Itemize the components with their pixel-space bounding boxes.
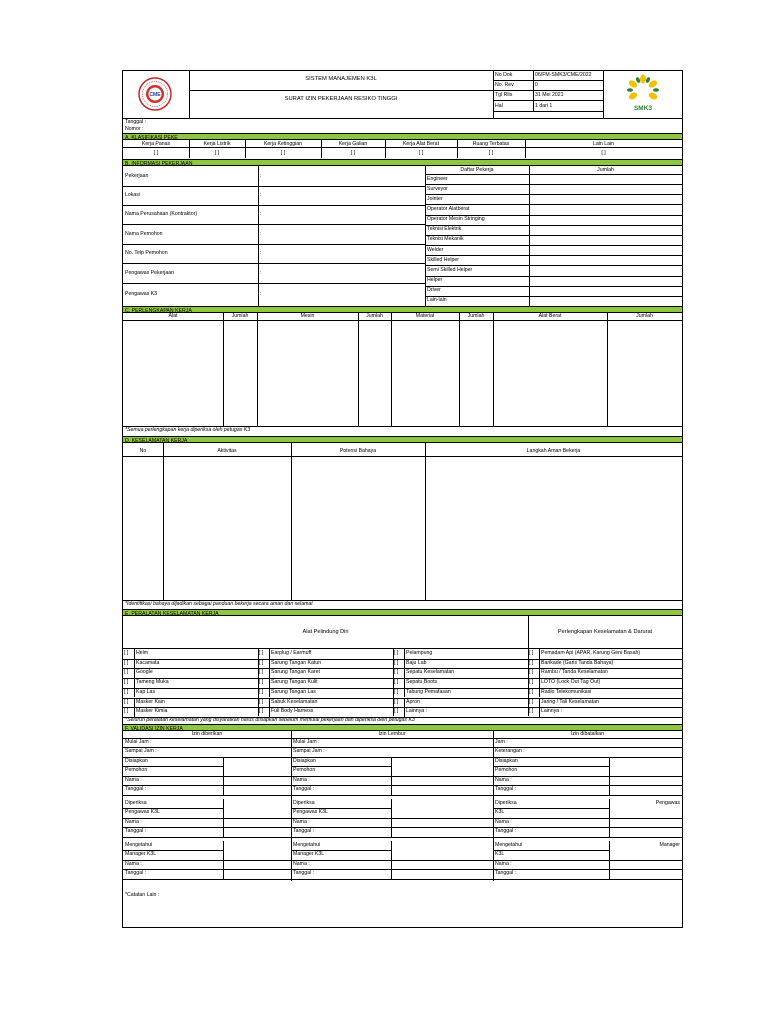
validasi-nama: Nama : (495, 819, 512, 825)
peralatan-checkbox[interactable]: [ ] (124, 698, 129, 705)
validasi-role-label: K3L (495, 809, 505, 815)
worker-type-label: Semi Skilled Helper (427, 266, 473, 273)
worker-type-label: Surveyor (427, 185, 448, 192)
klasifikasi-checkbox[interactable]: [ ] (488, 150, 494, 156)
peralatan-checkbox[interactable]: [ ] (529, 669, 534, 676)
validasi-role-label: Pengawas K3L (293, 809, 328, 815)
peralatan-checkbox[interactable]: [ ] (259, 650, 264, 656)
peralatan-item-label: Masker Kimia (136, 708, 168, 715)
peralatan-item-label: Rambu / Tanda Keselamatan (541, 669, 608, 676)
perlengkapan-column-header: Jumlah (366, 313, 383, 319)
klasifikasi-label: Ruang Terbatas (472, 141, 510, 147)
validasi-tanggal: Tanggal : (125, 786, 147, 792)
validasi-tanggal: Tanggal : (293, 870, 315, 876)
informasi-field-input[interactable] (265, 206, 423, 223)
peralatan-checkbox[interactable]: [ ] (394, 679, 399, 686)
informasi-field-label: Nama Pemohon (125, 230, 163, 237)
informasi-field-colon: : (260, 250, 262, 256)
validasi-column-header: Izin dibatalkan (570, 731, 605, 737)
darurat-title: Perlengkapan Keselamatan & Darurat (557, 629, 653, 635)
validasi-role-label: Diperiksa (495, 800, 517, 806)
informasi-field-input[interactable] (265, 284, 423, 305)
perlengkapan-column-header: Jumlah (467, 313, 485, 319)
doc-info-label: Hal (495, 103, 503, 109)
validasi-tanggal: Tanggal : (495, 786, 517, 792)
informasi-field-colon: : (260, 230, 262, 237)
informasi-field-colon: : (260, 291, 262, 297)
klasifikasi-checkbox[interactable]: [ ] (153, 150, 159, 156)
validasi-role-label: Disiapkan (293, 758, 316, 764)
validasi-role-label: Disiapkan (495, 758, 518, 764)
informasi-field-label: Lokasi (125, 192, 140, 198)
perlengkapan-column-header: Mesin (300, 313, 315, 319)
peralatan-item-label: Sepatu Boots (406, 679, 438, 686)
doc-info-value: 1 dari 1 (535, 103, 553, 109)
validasi-role-label: Mengetahui (125, 842, 153, 848)
peralatan-checkbox[interactable]: [ ] (529, 679, 534, 686)
peralatan-item-label: Helm (136, 650, 149, 656)
validasi-role-label: Diperiksa (125, 800, 147, 806)
validasi-role-right: Pengawas (655, 800, 680, 806)
peralatan-checkbox[interactable]: [ ] (259, 698, 264, 705)
peralatan-item-label: Lainnya : (406, 708, 428, 715)
peralatan-checkbox[interactable]: [ ] (259, 659, 264, 666)
validasi-tanggal: Tanggal : (293, 828, 315, 834)
validasi-keterangan: Keterangan : (495, 748, 525, 754)
peralatan-item-label: Apron (406, 698, 420, 705)
validasi-role-label: Diperiksa (293, 800, 315, 806)
validasi-nama: Nama : (293, 819, 310, 825)
worker-type-label: Lain-lain (427, 297, 447, 304)
klasifikasi-label: Kerja Ketinggian (263, 141, 303, 147)
informasi-field-label: Pengawas Pekerjaan (125, 269, 175, 276)
worker-type-label: Teknisi Mekanik (427, 236, 464, 243)
informasi-field-colon: : (260, 192, 262, 198)
keselamatan-column-header: Langkah Aman Bekerja (526, 448, 581, 454)
klasifikasi-checkbox[interactable]: [ ] (350, 150, 356, 156)
validasi-tanggal: Tanggal : (495, 828, 517, 834)
validasi-role-label: Mengetahui (293, 842, 321, 848)
informasi-field-label: Pekerjaan (125, 172, 149, 179)
peralatan-item-label: Sarung Tangan Katun (271, 659, 322, 666)
keselamatan-note: *Identifikasi bahaya dijadikan sebagai panduan bekerja secara aman dan selamat (125, 601, 313, 607)
worker-type-label: Helper (427, 277, 443, 283)
informasi-field-input[interactable] (265, 187, 423, 204)
validasi-nama: Nama : (495, 777, 512, 783)
daftar-pekerja-header: Daftar Pekerja (460, 167, 494, 173)
validasi-tanggal: Tanggal : (293, 786, 315, 792)
perlengkapan-column-header: Alat Berat (538, 313, 562, 319)
lain-lain-box[interactable]: [ ] (601, 150, 606, 156)
peralatan-checkbox[interactable]: [ ] (529, 698, 534, 705)
peralatan-checkbox[interactable]: [ ] (394, 688, 399, 695)
peralatan-checkbox[interactable]: [ ] (259, 708, 264, 715)
peralatan-item-label: Baju Lab (406, 659, 427, 666)
klasifikasi-label: Kerja Galian (338, 141, 368, 147)
informasi-field-input[interactable] (265, 264, 423, 282)
worker-type-label: Skilled Helper (427, 256, 460, 263)
peralatan-checkbox[interactable]: [ ] (394, 669, 399, 676)
klasifikasi-label: Kerja Alat Berat (402, 141, 440, 147)
validasi-nama: Nama : (125, 861, 142, 867)
keselamatan-column-header: Aktivitas (217, 448, 237, 454)
peralatan-item-label: Sarung Tangan Las (271, 688, 316, 695)
doc-info-label: No Dok (495, 72, 513, 78)
informasi-field-input[interactable] (265, 245, 423, 262)
peralatan-item-label: Sarung Tangan Kulit (271, 679, 318, 686)
worker-type-label: Welder (427, 246, 444, 253)
validasi-role-label: Pemohon (125, 767, 148, 773)
peralatan-item-label: Sepatu Keselamatan (406, 669, 455, 676)
validasi-nama: Nama : (495, 861, 512, 867)
logo-left-text: CME (149, 92, 161, 98)
peralatan-item-label: Tameng Muka (136, 679, 169, 686)
peralatan-checkbox[interactable]: [ ] (259, 688, 264, 695)
peralatan-checkbox[interactable]: [ ] (124, 679, 129, 686)
validasi-column-header: Izin Lembur (378, 731, 406, 737)
validasi-nama: Nama : (125, 777, 142, 783)
validasi-nama: Nama : (293, 777, 310, 783)
jumlah-pekerja-header: Jumlah (597, 167, 614, 173)
validasi-tanggal: Tanggal : (125, 870, 147, 876)
informasi-field-label: Pengawas K3 (125, 291, 158, 297)
validasi-nama: Nama : (293, 861, 310, 867)
peralatan-item-label: Pelampung (406, 650, 433, 656)
peralatan-item-label: Masker Kain (136, 698, 165, 705)
peralatan-checkbox[interactable]: [ ] (124, 650, 129, 656)
validasi-role-label: Pemohon (293, 767, 316, 773)
validasi-role-label: Manager K3L (293, 851, 325, 857)
peralatan-item-label: Google (136, 669, 153, 676)
validasi-role-label: Pengawas K3L (125, 809, 160, 815)
doc-info-label: No. Rev (495, 82, 514, 88)
informasi-field-colon: : (260, 211, 262, 217)
worker-type-label: Teknisi Elektrik (427, 226, 462, 233)
informasi-field-label: Nama Perusahaan (Kontraktor) (125, 211, 198, 217)
validasi-tanggal: Tanggal : (495, 870, 517, 876)
peralatan-checkbox[interactable]: [ ] (529, 708, 534, 715)
keselamatan-column-header: Potensi Bahaya (339, 448, 377, 454)
section-b-header: B. INFORMASI PEKERJAAN (123, 159, 682, 166)
section-f-header: F. VALIDASI IZIN KERJA (123, 724, 682, 731)
nomor-label: Nomor : (125, 126, 144, 132)
validasi-role-label: Disiapkan (125, 758, 148, 764)
perlengkapan-note: *Semua perlengkapan kerja diperiksa oleh petugas K3 (125, 427, 251, 433)
informasi-field-colon: : (260, 172, 262, 179)
doc-info-value: 06/FM-SMK3/CME/2022 (535, 72, 592, 78)
informasi-field-label: No. Telp Pemohon (125, 250, 168, 256)
peralatan-item-label: Sarung Tangan Karet (271, 669, 320, 676)
validasi-role-label: Manager K3L (125, 851, 157, 857)
peralatan-checkbox[interactable]: [ ] (529, 659, 534, 666)
peralatan-item-label: Radio Telekomunikasi (541, 688, 592, 695)
peralatan-item-label: Barikade (Garis Tanda Bahaya) (541, 659, 614, 666)
section-e-header: E. PERALATAN KESELAMATAN KERJA (123, 609, 682, 616)
klasifikasi-checkbox[interactable]: [ ] (418, 150, 424, 156)
doc-info-label: Tgl Rlis (495, 92, 513, 98)
peralatan-item-label: Tabung Pemafasan (406, 688, 451, 695)
catatan-lain-label: *Catatan Lain : (125, 892, 160, 898)
peralatan-item-label: Jaring / Tali Keselamatan (541, 698, 599, 705)
peralatan-item-label: Sabuk Keselamatan (271, 698, 318, 705)
worker-type-label: Jointer (427, 195, 443, 202)
section-a-header: A. KLASIFIKASI PEKE (123, 133, 682, 140)
worker-type-label: Operator Alatberat (427, 205, 470, 212)
peralatan-checkbox[interactable]: [ ] (394, 698, 399, 705)
validasi-mulai-jam: Mulai Jam : (293, 739, 320, 745)
perlengkapan-column-header: Material (415, 313, 435, 319)
peralatan-item-label: Kap Las (136, 688, 156, 695)
klasifikasi-checkbox[interactable]: [ ] (214, 150, 220, 156)
worker-type-label: Operator Mesin Stringing (427, 216, 485, 223)
peralatan-item-label: Earplug / Earmuff (271, 650, 312, 656)
smk3-logo (623, 73, 663, 115)
klasifikasi-label: Kerja Listrik (203, 141, 231, 147)
logo-right-text: SMK3 (633, 105, 653, 112)
validasi-mulai-jam: Mulai Jam : (125, 739, 152, 745)
peralatan-note: *Seluruh peralatan keselamatan yang disyaratkan harus disiapkan sebelum memulai pekerjaan dan diperiksa oleh petugas K3 (125, 717, 415, 723)
peralatan-item-label: Pemadam Api (APAR, Karung Geni Basah) (541, 650, 641, 656)
worker-type-label: Driver (427, 287, 441, 294)
peralatan-checkbox[interactable]: [ ] (259, 679, 264, 686)
doc-info-value: 0 (535, 82, 538, 88)
peralatan-checkbox[interactable]: [ ] (259, 669, 264, 676)
klasifikasi-label: Kerja Panas (141, 141, 171, 147)
validasi-tanggal: Tanggal : (125, 828, 147, 834)
validasi-role-label: K3L (495, 851, 505, 857)
apd-title: Alat Pelindung Diri (302, 629, 349, 635)
worker-type-label: Engineer (427, 175, 448, 182)
klasifikasi-checkbox[interactable]: [ ] (280, 150, 286, 156)
peralatan-checkbox[interactable]: [ ] (529, 650, 534, 656)
perlengkapan-column-header: Jumlah (231, 313, 249, 319)
peralatan-checkbox[interactable]: [ ] (124, 669, 129, 676)
perlengkapan-column-header: Alat (168, 313, 178, 319)
peralatan-checkbox[interactable]: [ ] (394, 659, 399, 666)
peralatan-checkbox[interactable]: [ ] (124, 708, 129, 715)
validasi-sampai-jam: Sampai Jam : (125, 748, 157, 754)
peralatan-checkbox[interactable]: [ ] (394, 708, 399, 715)
validasi-role-right: Manager (659, 842, 680, 848)
peralatan-item-label: Lainnya : (541, 708, 563, 715)
tanggal-label: Tanggal : (125, 119, 147, 125)
peralatan-checkbox[interactable]: [ ] (394, 650, 399, 656)
peralatan-checkbox[interactable]: [ ] (529, 688, 534, 695)
keselamatan-column-header: No (139, 448, 147, 454)
perlengkapan-column-header: Jumlah (636, 313, 653, 319)
peralatan-item-label: Kacamata (136, 659, 160, 666)
validasi-nama: Nama : (125, 819, 142, 825)
section-d-header: D. KESELAMATAN KERJA (123, 436, 682, 443)
doc-info-value: 31 Mei 2021 (535, 92, 564, 98)
company-logo (138, 77, 172, 111)
peralatan-checkbox[interactable]: [ ] (124, 688, 129, 695)
validasi-column-header: Izin diberikan (191, 731, 223, 737)
peralatan-item-label: LOTO (Lock Out Tag Out) (541, 679, 601, 686)
validasi-role-label: Pemohon (495, 767, 518, 773)
peralatan-checkbox[interactable]: [ ] (124, 659, 129, 666)
permit-form (122, 70, 683, 928)
informasi-field-colon: : (260, 269, 262, 276)
section-c-header: C. PERLENGKAPAN KERJA (123, 306, 682, 313)
permit-title: SURAT IZIN PEKERJAAN RESIKO TINGGI (284, 96, 398, 102)
informasi-field-input[interactable] (265, 167, 423, 185)
validasi-sampai-jam: Sampai Jam : (293, 748, 325, 754)
peralatan-item-label: Full Body Harness (271, 708, 314, 715)
validasi-role-label: Mengetahui (495, 842, 523, 848)
klasifikasi-label: Lain Lain (592, 141, 615, 147)
informasi-field-input[interactable] (265, 225, 423, 243)
validasi-jam: Jam : (495, 739, 508, 745)
system-title: SISTEM MANAJEMEN K3L (305, 76, 377, 82)
